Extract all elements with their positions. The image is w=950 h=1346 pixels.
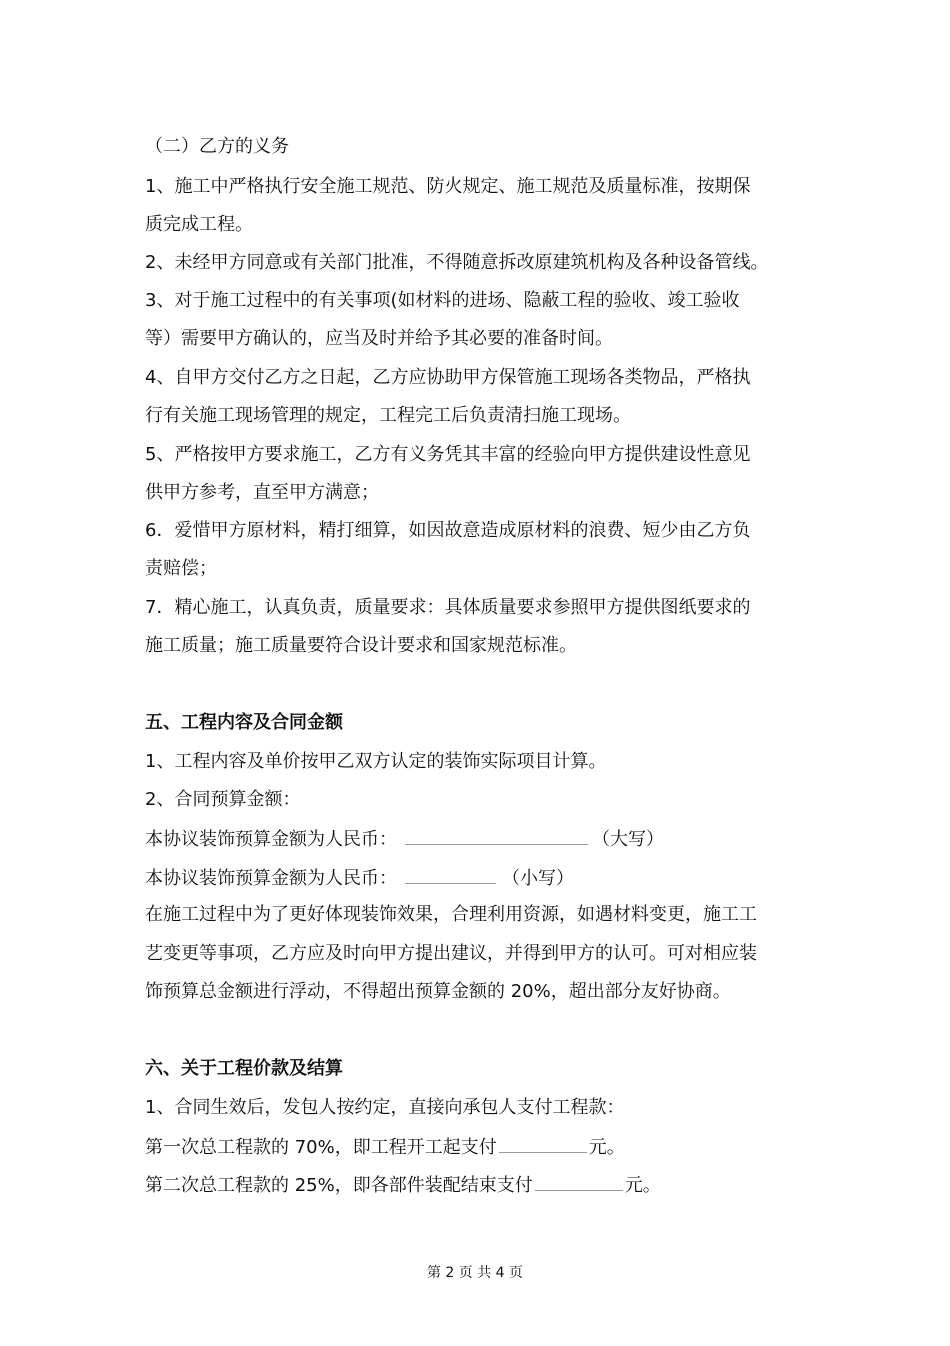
amount-lower-suffix: （小写）	[502, 868, 574, 889]
amount-upper-suffix: （大写）	[592, 829, 664, 850]
obligation-5-line-2: 供甲方参考，直至甲方满意；	[145, 482, 379, 503]
amount-lower-row	[145, 865, 574, 891]
section-six-item-1: 1、合同生效后，发包人按约定，直接向承包人支付工程款：	[145, 1097, 625, 1118]
first-payment-row	[145, 1134, 625, 1160]
section-six-heading: 六、关于工程价款及结算	[145, 1058, 343, 1079]
second-payment-blank-field[interactable]	[535, 1172, 623, 1191]
section-five-paragraph-line-2: 艺变更等事项，乙方应及时向甲方提出建议，并得到甲方的认可。可对相应装	[145, 943, 757, 964]
section-five-paragraph-line-1: 在施工过程中为了更好体现装饰效果，合理利用资源，如遇材料变更，施工工	[145, 904, 757, 925]
obligation-3-line-1: 3、对于施工过程中的有关事项(如材料的进场、隐蔽工程的验收、竣工验收	[145, 290, 740, 311]
amount-lower-blank-field[interactable]	[405, 865, 496, 884]
obligation-5-line-1: 5、严格按甲方要求施工，乙方有义务凭其丰富的经验向甲方提供建设性意见	[145, 444, 751, 465]
obligation-1-line-2: 质完成工程。	[145, 214, 253, 235]
amount-upper-blank-field[interactable]	[405, 826, 588, 845]
obligation-6-line-2: 责赔偿；	[145, 558, 217, 579]
obligation-2-line-1: 2、未经甲方同意或有关部门批准，不得随意拆改原建筑机构及各种设备管线。	[145, 252, 769, 273]
obligation-7-line-2: 施工质量；施工质量要符合设计要求和国家规范标准。	[145, 635, 577, 656]
second-payment-row	[145, 1172, 661, 1198]
first-payment-label: 第一次总工程款的 70%，即工程开工起支付	[145, 1137, 497, 1158]
obligation-4-line-1: 4、自甲方交付乙方之日起，乙方应协助甲方保管施工现场各类物品，严格执	[145, 367, 751, 388]
second-payment-label: 第二次总工程款的 25%，即各部件装配结束支付	[145, 1175, 533, 1196]
amount-upper-label: 本协议装饰预算金额为人民币：	[145, 829, 397, 850]
obligation-4-line-2: 行有关施工现场管理的规定，工程完工后负责清扫施工现场。	[145, 405, 631, 426]
first-payment-blank-field[interactable]	[499, 1134, 587, 1153]
second-payment-unit: 元。	[624, 1175, 661, 1196]
section-five-heading: 五、工程内容及合同金额	[145, 712, 343, 733]
obligation-6-line-1: 6．爱惜甲方原材料，精打细算，如因故意造成原材料的浪费、短少由乙方负	[145, 520, 751, 541]
subsection-title: （二）乙方的义务	[145, 136, 289, 157]
obligation-1-line-1: 1、施工中严格执行安全施工规范、防火规定、施工规范及质量标准，按期保	[145, 176, 751, 197]
obligation-3-line-2: 等）需要甲方确认的，应当及时并给予其必要的准备时间。	[145, 328, 613, 349]
section-five-item-1: 1、工程内容及单价按甲乙双方认定的装饰实际项目计算。	[145, 751, 607, 772]
section-five-paragraph-line-3: 饰预算总金额进行浮动，不得超出预算金额的 20%，超出部分友好协商。	[145, 981, 731, 1002]
amount-lower-label: 本协议装饰预算金额为人民币：	[145, 868, 397, 889]
obligation-7-line-1: 7．精心施工，认真负责，质量要求：具体质量要求参照甲方提供图纸要求的	[145, 597, 751, 618]
first-payment-unit: 元。	[588, 1137, 625, 1158]
section-five-item-2: 2、合同预算金额：	[145, 789, 301, 810]
amount-upper-row	[145, 826, 664, 852]
page-number-footer: 第 2 页 共 4 页	[426, 1265, 524, 1281]
